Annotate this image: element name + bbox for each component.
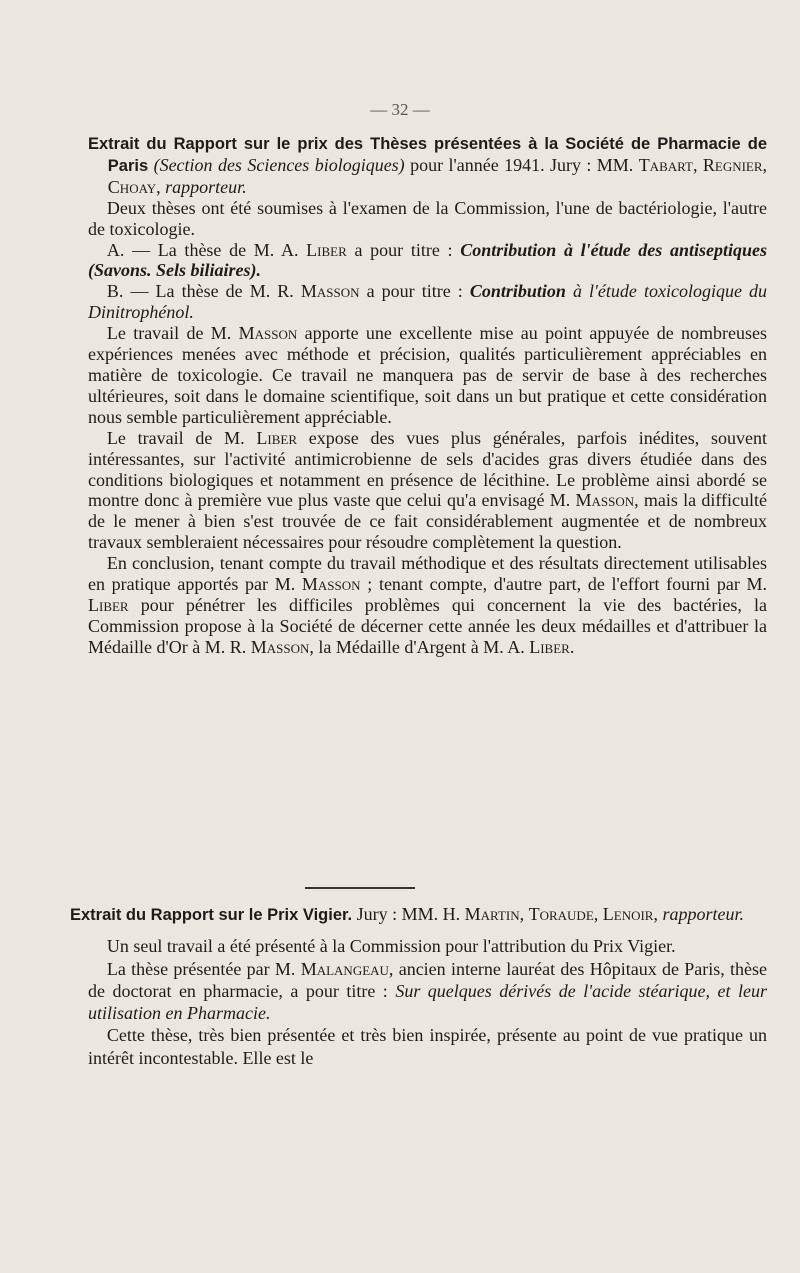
paragraph: Un seul travail a été présenté à la Commission pour l'attribution du Prix Vigier. xyxy=(106,936,676,957)
paragraph-these-b: B. — La thèse de M. R. Masson a pour titre : Contribution à l'étude toxicologique du Dinitrophénol. xyxy=(88,281,767,323)
report-these-section xyxy=(88,133,767,658)
report-vigier-body xyxy=(70,935,767,1069)
paragraph-malangeau: La thèse présentée par M. Malangeau, ancien interne lauréat des Hôpitaux de Paris, thèse de doctorat en pharmacie, a pour titre : Sur quelques dérivés de l'acide stéarique, et leur utilisation en Pharmacie. xyxy=(88,958,768,1024)
page-number: — 32 — xyxy=(370,100,430,119)
report-title: Extrait du Rapport sur le prix des Thèses présentées à la Société de Pharmacie de Paris (Section des Sciences biologiques) pour l'année 1941. Jury : MM. Tabart, Regnier, Choay, rapporteur. xyxy=(88,135,768,197)
report-title-bold: Extrait du Rapport sur le Prix Vigier. xyxy=(70,906,353,924)
report-vigier-section xyxy=(70,903,767,1069)
report-title: Extrait du Rapport sur le Prix Vigier. Jury : MM. H. Martin, Toraude, Lenoir, rapporteur. xyxy=(70,904,744,924)
paragraph-liber: Le travail de M. Liber expose des vues plus générales, parfois inédites, souvent intéressantes, sur l'activité antimicrobienne de sels d'acides gras divers étudiée dans des conditions biologiques et notamment en présence de lécithine. Le problème ainsi abordé se montre donc à première vue plus vaste que celui qu'a envisagé M. Masson, mais la difficulté de le mener à bien s'est trouvée de ce fait considérablement augmentée et de nombreux travaux sembleraient nécessaires pour résoudre complètement la question. xyxy=(88,427,768,553)
paragraph: Cette thèse, très bien présentée et très bien inspirée, présente au point de vue pratique un intérêt incontestable. Elle est le xyxy=(88,1025,767,1068)
paragraph: Deux thèses ont été soumises à l'examen de la Commission, l'une de bactériologie, l'autre de toxicologie. xyxy=(88,197,767,239)
paragraph-conclusion: En conclusion, tenant compte du travail méthodique et des résultats directement utilisables en pratique apportés par M. Masson ; tenant compte, d'autre part, de l'effort fourni par M. Liber pour pénétrer les difficiles problèmes qui concernent la vie des bactéries, la Commission propose à la Société de décerner cette année les deux médailles et d'attribuer la Médaille d'Or à M. R. Masson, la Médaille d'Argent à M. A. Liber. xyxy=(88,553,768,657)
section-divider xyxy=(305,887,415,889)
paragraph-these-a: A. — La thèse de M. A. Liber a pour titre : Contribution à l'étude des antiseptiques (Savons. Sels biliaires). xyxy=(88,239,767,281)
paragraph-masson: Le travail de M. Masson apporte une excellente mise au point appuyée de nombreuses expériences menées avec méthode et précision, qualités particulièrement appréciables en matière de toxicologie. Ce travail ne manquera pas de servir de base à des recherches ultérieures, soit dans le domaine scientifique, soit dans un but pratique et cette considération nous semble particulièrement appréciable. xyxy=(88,323,768,427)
report-title-bold: Extrait du Rapport sur le prix des Thèses présentées à la Société de Pharmacie de Paris xyxy=(88,135,767,175)
